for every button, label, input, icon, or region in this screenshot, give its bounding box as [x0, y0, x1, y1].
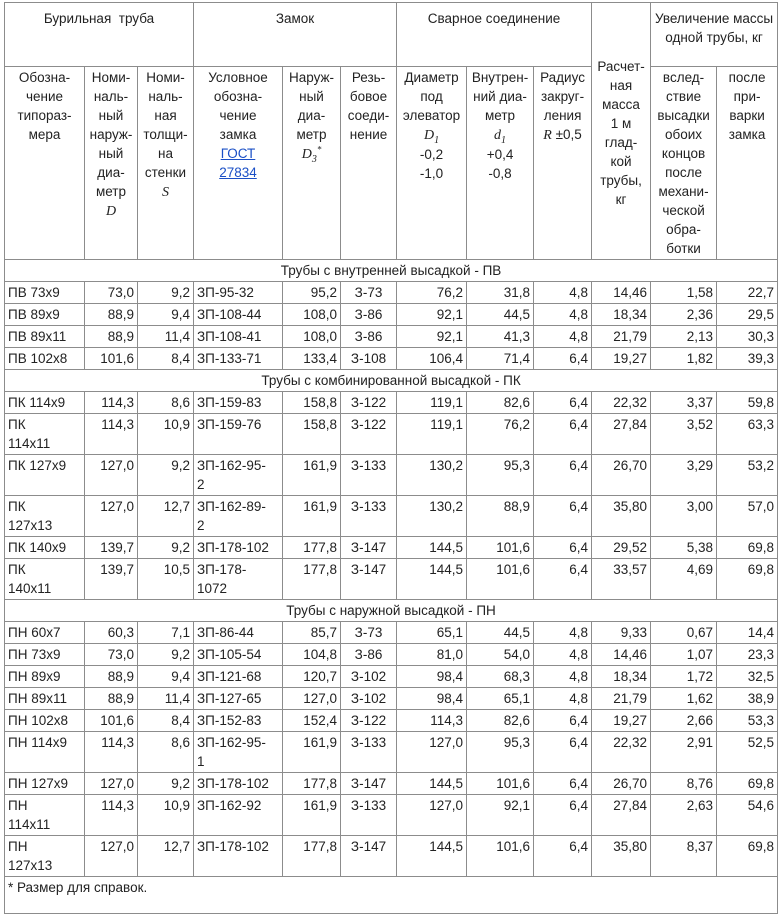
- table-cell: ЗП-159-76: [194, 414, 283, 455]
- table-cell: 114,3: [85, 795, 138, 836]
- table-cell: 114,3: [397, 710, 467, 732]
- table-cell: 8,6: [138, 732, 194, 773]
- table-cell: 69,8: [717, 537, 778, 559]
- table-cell: 9,2: [138, 537, 194, 559]
- table-cell: 22,7: [717, 282, 778, 304]
- table-cell: 69,8: [717, 836, 778, 877]
- table-cell: 6,4: [534, 836, 592, 877]
- table-cell: ПК 127х13: [5, 496, 85, 537]
- table-cell: ЗП-152-83: [194, 710, 283, 732]
- table-cell: 139,7: [85, 537, 138, 559]
- table-cell: 12,7: [138, 836, 194, 877]
- table-row: [5, 348, 778, 370]
- table-cell: 52,5: [717, 732, 778, 773]
- table-cell: 144,5: [397, 836, 467, 877]
- table-cell: ПН 127х13: [5, 836, 85, 877]
- table-cell: ЗП-95-32: [194, 282, 283, 304]
- table-cell: 88,9: [85, 304, 138, 326]
- table-cell: 127,0: [397, 732, 467, 773]
- table-row: [5, 496, 778, 537]
- table-cell: 177,8: [283, 559, 341, 600]
- table-cell: 104,8: [283, 644, 341, 666]
- table-cell: 9,2: [138, 773, 194, 795]
- header-inner-diameter: Внутрен- ний диа- метр $d_1$ +0,4 -0,8: [467, 67, 534, 260]
- table-cell: 35,80: [592, 836, 651, 877]
- table-cell: 14,46: [592, 644, 651, 666]
- symbol-d: D: [105, 204, 117, 219]
- table-cell: 98,4: [397, 666, 467, 688]
- table-cell: 88,9: [85, 326, 138, 348]
- table-cell: 177,8: [283, 836, 341, 877]
- table-cell: ПВ 89х9: [5, 304, 85, 326]
- table-cell: 2,36: [651, 304, 717, 326]
- table-row: [5, 559, 778, 600]
- table-cell: 73,0: [85, 282, 138, 304]
- table-cell: ЗП-86-44: [194, 622, 283, 644]
- table-cell: З-133: [341, 732, 397, 773]
- table-cell: 6,4: [534, 537, 592, 559]
- table-cell: ЗП-178-102: [194, 537, 283, 559]
- table-cell: 32,5: [717, 666, 778, 688]
- table-cell: 152,4: [283, 710, 341, 732]
- table-cell: 88,9: [467, 496, 534, 537]
- table-row: [5, 773, 778, 795]
- table-cell: 144,5: [397, 559, 467, 600]
- table-cell: ПН 89х9: [5, 666, 85, 688]
- table-cell: 6,4: [534, 773, 592, 795]
- table-cell: 9,2: [138, 455, 194, 496]
- table-cell: ЗП-121-68: [194, 666, 283, 688]
- table-cell: 98,4: [397, 688, 467, 710]
- table-row: [5, 537, 778, 559]
- header-mass-upset: вслед- ствие высадки обоих концов после механи- ческой обра- ботки: [651, 67, 717, 260]
- table-cell: 4,8: [534, 282, 592, 304]
- table-cell: 4,8: [534, 304, 592, 326]
- table-cell: 114,3: [85, 414, 138, 455]
- table-cell: 69,8: [717, 559, 778, 600]
- table-cell: 1,82: [651, 348, 717, 370]
- table-cell: З-147: [341, 773, 397, 795]
- table-cell: 92,1: [467, 795, 534, 836]
- table-cell: ЗП-178- 1072: [194, 559, 283, 600]
- table-cell: З-73: [341, 282, 397, 304]
- table-cell: ЗП-162-95- 2: [194, 455, 283, 496]
- section-title: Трубы с внутренней высадкой - ПВ: [5, 260, 778, 282]
- table-cell: 23,3: [717, 644, 778, 666]
- section-title: Трубы с наружной высадкой - ПН: [5, 600, 778, 622]
- section-title: Трубы с комбинированной высадкой - ПК: [5, 370, 778, 392]
- table-cell: 9,2: [138, 644, 194, 666]
- table-cell: 3,00: [651, 496, 717, 537]
- table-cell: 7,1: [138, 622, 194, 644]
- table-cell: З-86: [341, 644, 397, 666]
- table-cell: 114,3: [85, 392, 138, 414]
- table-cell: 10,5: [138, 559, 194, 600]
- table-cell: 8,6: [138, 392, 194, 414]
- header-type: Обозна- чение типораз- мера: [5, 67, 85, 260]
- table-row: [5, 326, 778, 348]
- table-cell: ПК 114х11: [5, 414, 85, 455]
- table-cell: 65,1: [467, 688, 534, 710]
- table-cell: 81,0: [397, 644, 467, 666]
- table-cell: 101,6: [85, 710, 138, 732]
- table-cell: 0,67: [651, 622, 717, 644]
- table-cell: 161,9: [283, 496, 341, 537]
- section-header: [5, 260, 778, 282]
- table-cell: ПН 73х9: [5, 644, 85, 666]
- table-cell: ПК 140х11: [5, 559, 85, 600]
- table-cell: ЗП-162-95- 1: [194, 732, 283, 773]
- table-cell: 31,8: [467, 282, 534, 304]
- table-cell: 114,3: [85, 732, 138, 773]
- table-cell: 27,84: [592, 795, 651, 836]
- header-radius: Радиус закруг- ления R ±0,5: [534, 67, 592, 260]
- table-row: [5, 282, 778, 304]
- table-cell: З-133: [341, 455, 397, 496]
- table-cell: 4,8: [534, 666, 592, 688]
- table-cell: 6,4: [534, 795, 592, 836]
- table-cell: 2,13: [651, 326, 717, 348]
- table-cell: 6,4: [534, 732, 592, 773]
- table-cell: 4,8: [534, 688, 592, 710]
- table-cell: 38,9: [717, 688, 778, 710]
- footnote-row: [5, 877, 778, 914]
- table-cell: 4,8: [534, 326, 592, 348]
- table-cell: 95,3: [467, 455, 534, 496]
- table-cell: ПВ 73х9: [5, 282, 85, 304]
- table-cell: 8,76: [651, 773, 717, 795]
- table-cell: 92,1: [397, 326, 467, 348]
- table-cell: 144,5: [397, 537, 467, 559]
- table-cell: 119,1: [397, 392, 467, 414]
- table-cell: 19,27: [592, 710, 651, 732]
- header-thread: Резь- бовое соеди- нение: [341, 67, 397, 260]
- table-cell: ЗП-108-41: [194, 326, 283, 348]
- table-cell: 76,2: [467, 414, 534, 455]
- table-cell: 127,0: [85, 773, 138, 795]
- header-group-mass: Увеличение массы одной трубы, кг: [651, 3, 778, 67]
- symbol-d3: $D_3^*$: [301, 144, 322, 165]
- table-cell: ЗП-108-44: [194, 304, 283, 326]
- table-cell: 130,2: [397, 455, 467, 496]
- gost-link[interactable]: ГОСТ 27834: [219, 146, 257, 180]
- table-cell: З-122: [341, 392, 397, 414]
- table-cell: 9,4: [138, 666, 194, 688]
- table-cell: 6,4: [534, 496, 592, 537]
- table-cell: 1,58: [651, 282, 717, 304]
- table-cell: ЗП-105-54: [194, 644, 283, 666]
- table-cell: 44,5: [467, 304, 534, 326]
- table-cell: З-86: [341, 326, 397, 348]
- table-cell: 158,8: [283, 392, 341, 414]
- table-cell: 26,70: [592, 455, 651, 496]
- table-cell: 59,8: [717, 392, 778, 414]
- table-row: [5, 666, 778, 688]
- table-cell: ЗП-159-83: [194, 392, 283, 414]
- document: [4, 2, 777, 914]
- table-row: [5, 732, 778, 773]
- header-column-row: [5, 67, 778, 260]
- table-cell: 101,6: [467, 773, 534, 795]
- table-cell: 127,0: [85, 455, 138, 496]
- table-cell: 95,3: [467, 732, 534, 773]
- table-cell: З-133: [341, 496, 397, 537]
- table-cell: 85,7: [283, 622, 341, 644]
- table-cell: 119,1: [397, 414, 467, 455]
- table-cell: 54,6: [717, 795, 778, 836]
- table-cell: 161,9: [283, 455, 341, 496]
- table-cell: 6,4: [534, 710, 592, 732]
- table-cell: 8,37: [651, 836, 717, 877]
- table-cell: 35,80: [592, 496, 651, 537]
- table-cell: 161,9: [283, 795, 341, 836]
- table-cell: 71,4: [467, 348, 534, 370]
- table-cell: 108,0: [283, 326, 341, 348]
- table-cell: ПВ 89х11: [5, 326, 85, 348]
- table-row: [5, 455, 778, 496]
- table-cell: 95,2: [283, 282, 341, 304]
- table-cell: 14,46: [592, 282, 651, 304]
- table-cell: 2,66: [651, 710, 717, 732]
- table-cell: З-122: [341, 414, 397, 455]
- table-cell: 6,4: [534, 559, 592, 600]
- table-row: [5, 688, 778, 710]
- table-cell: 1,72: [651, 666, 717, 688]
- table-cell: 65,1: [397, 622, 467, 644]
- table-cell: ПК 114х9: [5, 392, 85, 414]
- table-cell: 54,0: [467, 644, 534, 666]
- table-cell: 4,8: [534, 622, 592, 644]
- table-cell: 41,3: [467, 326, 534, 348]
- table-cell: 22,32: [592, 392, 651, 414]
- header-group-row: [5, 3, 778, 67]
- table-cell: 39,3: [717, 348, 778, 370]
- table-cell: 68,3: [467, 666, 534, 688]
- table-cell: 11,4: [138, 688, 194, 710]
- table-cell: ЗП-162-92: [194, 795, 283, 836]
- table-cell: 29,52: [592, 537, 651, 559]
- table-row: [5, 795, 778, 836]
- table-cell: 130,2: [397, 496, 467, 537]
- table-cell: 30,3: [717, 326, 778, 348]
- table-cell: З-102: [341, 688, 397, 710]
- table-cell: З-73: [341, 622, 397, 644]
- table-cell: ПВ 102х8: [5, 348, 85, 370]
- symbol-d1: $D_1$: [423, 128, 440, 146]
- table-cell: 11,4: [138, 326, 194, 348]
- table-cell: 21,79: [592, 326, 651, 348]
- table-cell: 26,70: [592, 773, 651, 795]
- table-cell: 73,0: [85, 644, 138, 666]
- table-cell: 6,4: [534, 348, 592, 370]
- table-cell: 53,3: [717, 710, 778, 732]
- table-cell: 29,5: [717, 304, 778, 326]
- table-cell: 12,7: [138, 496, 194, 537]
- table-cell: 92,1: [397, 304, 467, 326]
- table-cell: 108,0: [283, 304, 341, 326]
- table-cell: ЗП-162-89- 2: [194, 496, 283, 537]
- table-cell: ЗП-178-102: [194, 773, 283, 795]
- table-cell: 76,2: [397, 282, 467, 304]
- table-row: [5, 304, 778, 326]
- table-cell: З-86: [341, 304, 397, 326]
- symbol-r: R ±0,5: [543, 127, 582, 143]
- table-cell: ПН 89х11: [5, 688, 85, 710]
- table-cell: 21,79: [592, 688, 651, 710]
- table-row: [5, 622, 778, 644]
- table-cell: ЗП-178-102: [194, 836, 283, 877]
- table-cell: 10,9: [138, 414, 194, 455]
- header-group-lock: Замок: [194, 3, 397, 67]
- table-cell: 27,84: [592, 414, 651, 455]
- table-cell: 139,7: [85, 559, 138, 600]
- table-body: [5, 260, 778, 877]
- table-cell: 106,4: [397, 348, 467, 370]
- table-cell: 4,69: [651, 559, 717, 600]
- drill-pipe-table: [4, 2, 778, 914]
- table-cell: З-147: [341, 537, 397, 559]
- table-row: [5, 392, 778, 414]
- header-group-pipe: Бурильная труба: [5, 3, 194, 67]
- table-cell: 120,7: [283, 666, 341, 688]
- table-cell: 44,5: [467, 622, 534, 644]
- header-calc-mass: Расчет- ная масса 1 м глад- кой трубы, кг: [592, 3, 651, 260]
- table-cell: 63,3: [717, 414, 778, 455]
- header-mass-weld: после при- варки замка: [717, 67, 778, 260]
- table-row: [5, 710, 778, 732]
- table-row: [5, 414, 778, 455]
- table-cell: 88,9: [85, 688, 138, 710]
- table-cell: З-133: [341, 795, 397, 836]
- table-cell: 57,0: [717, 496, 778, 537]
- table-cell: ЗП-133-71: [194, 348, 283, 370]
- table-cell: ПК 127х9: [5, 455, 85, 496]
- table-cell: 127,0: [85, 496, 138, 537]
- table-cell: 82,6: [467, 710, 534, 732]
- table-cell: 8,4: [138, 710, 194, 732]
- table-cell: 133,4: [283, 348, 341, 370]
- table-cell: ПН 60х7: [5, 622, 85, 644]
- table-cell: 158,8: [283, 414, 341, 455]
- table-cell: 8,4: [138, 348, 194, 370]
- table-cell: 6,4: [534, 414, 592, 455]
- table-cell: 3,52: [651, 414, 717, 455]
- table-cell: 127,0: [85, 836, 138, 877]
- table-cell: 88,9: [85, 666, 138, 688]
- header-elevator-diameter: Диаметр под элеватор $D_1$ -0,2 -1,0: [397, 67, 467, 260]
- table-cell: З-102: [341, 666, 397, 688]
- table-cell: 33,57: [592, 559, 651, 600]
- table-cell: 60,3: [85, 622, 138, 644]
- footnote: * Размер для справок.: [5, 877, 778, 914]
- header-lock-designation: Условное обозна- чение замка ГОСТ 27834: [194, 67, 283, 260]
- table-cell: 18,34: [592, 304, 651, 326]
- table-cell: 69,8: [717, 773, 778, 795]
- table-cell: 4,8: [534, 644, 592, 666]
- table-cell: 177,8: [283, 773, 341, 795]
- table-cell: З-108: [341, 348, 397, 370]
- table-row: [5, 644, 778, 666]
- table-cell: 10,9: [138, 795, 194, 836]
- table-cell: 101,6: [467, 559, 534, 600]
- header-lock-outer-diameter: Наруж- ный диа- метр $D_3^*$: [283, 67, 341, 260]
- table-cell: 2,91: [651, 732, 717, 773]
- table-cell: 5,38: [651, 537, 717, 559]
- table-cell: 6,4: [534, 392, 592, 414]
- table-cell: 1,62: [651, 688, 717, 710]
- header-outer-diameter: Номи- наль- ный наруж- ный диа- метр D: [85, 67, 138, 260]
- table-cell: 161,9: [283, 732, 341, 773]
- table-cell: З-122: [341, 710, 397, 732]
- header-wall-thickness: Номи- наль- ная толщи- на стенки S: [138, 67, 194, 260]
- table-cell: 1,07: [651, 644, 717, 666]
- table-cell: 9,4: [138, 304, 194, 326]
- table-cell: 127,0: [397, 795, 467, 836]
- table-cell: 101,6: [467, 836, 534, 877]
- section-header: [5, 600, 778, 622]
- table-cell: 82,6: [467, 392, 534, 414]
- table-cell: 3,37: [651, 392, 717, 414]
- table-cell: 2,63: [651, 795, 717, 836]
- table-cell: 177,8: [283, 537, 341, 559]
- table-cell: ПН 114х11: [5, 795, 85, 836]
- table-cell: 22,32: [592, 732, 651, 773]
- table-cell: 3,29: [651, 455, 717, 496]
- table-cell: 101,6: [85, 348, 138, 370]
- table-cell: 9,33: [592, 622, 651, 644]
- table-cell: 101,6: [467, 537, 534, 559]
- table-cell: 53,2: [717, 455, 778, 496]
- table-cell: 18,34: [592, 666, 651, 688]
- table-cell: 127,0: [283, 688, 341, 710]
- symbol-d1-inner: $d_1$: [494, 128, 507, 146]
- table-cell: 19,27: [592, 348, 651, 370]
- table-cell: З-147: [341, 836, 397, 877]
- table-cell: 14,4: [717, 622, 778, 644]
- table-cell: ЗП-127-65: [194, 688, 283, 710]
- table-cell: ПК 140х9: [5, 537, 85, 559]
- symbol-s: S: [162, 185, 169, 200]
- table-cell: ПН 102х8: [5, 710, 85, 732]
- table-cell: ПН 114х9: [5, 732, 85, 773]
- table-row: [5, 836, 778, 877]
- table-cell: ПН 127х9: [5, 773, 85, 795]
- table-cell: 144,5: [397, 773, 467, 795]
- table-cell: 6,4: [534, 455, 592, 496]
- section-header: [5, 370, 778, 392]
- table-cell: 9,2: [138, 282, 194, 304]
- table-cell: З-147: [341, 559, 397, 600]
- header-group-weld: Сварное соединение: [397, 3, 592, 67]
